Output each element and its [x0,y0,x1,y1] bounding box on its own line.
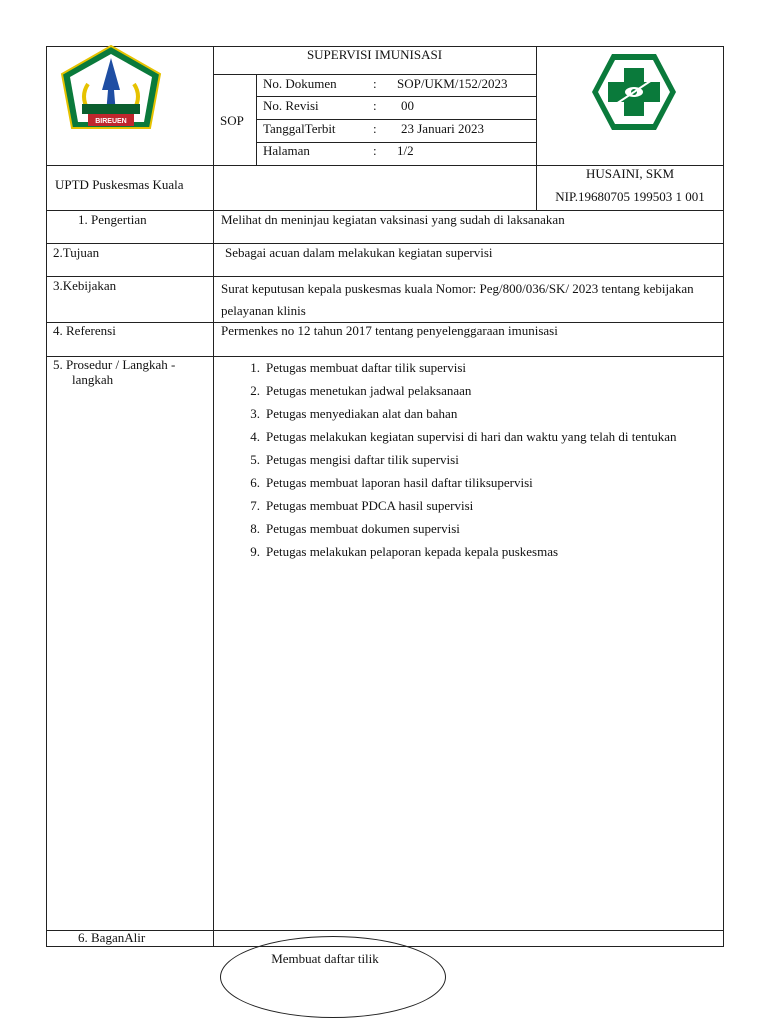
step-text: Petugas mengisi daftar tilik supervisi [266,452,459,467]
step-text: Petugas membuat PDCA hasil supervisi [266,498,474,513]
doc-field-label: TanggalTerbit [263,121,336,136]
list-item [240,517,710,540]
step-number: 2. [250,383,260,398]
list-item [240,471,710,494]
table-border [256,119,536,120]
procedure-steps [240,356,710,563]
svg-text:BIREUEN: BIREUEN [95,118,127,125]
doc-field-label: No. Dokumen [263,76,337,91]
table-border [46,46,47,947]
doc-field-label: Halaman [263,143,310,158]
table-border [46,276,724,277]
step-number: 6. [250,475,260,490]
doc-field-sep: : [373,76,377,91]
section-text-kebijakan: Surat keputusan kepala puskesmas kuala Nomor: Peg/800/036/SK/ 2023 tentang kebijakan pelayanan klinis [221,281,694,318]
section-label-pengertian: 1. Pengertian [78,212,147,227]
step-number: 4. [250,429,260,444]
section-label-kebijakan: 3.Kebijakan [53,278,117,293]
table-border [536,46,537,210]
step-text: Petugas membuat daftar tilik supervisi [266,360,467,375]
table-border [46,210,724,211]
step-number: 3. [250,406,260,421]
list-item [240,448,710,471]
section-text-pengertian: Melihat dn meninjau kegiatan vaksinasi yang sudah di laksanakan [221,212,565,227]
step-text: Petugas membuat laporan hasil daftar tiliksupervisi [266,475,533,490]
puskesmas-cross-logo [590,52,678,132]
step-number: 1. [250,360,260,375]
doc-field-sep: : [373,143,377,158]
doc-field-value: 00 [401,98,414,113]
table-border [213,46,214,947]
document-title: SUPERVISI IMUNISASI [306,47,443,62]
step-text: Petugas melakukan pelaporan kepada kepala puskesmas [266,544,559,559]
list-item [240,425,710,448]
doc-field-value: 23 Januari 2023 [401,121,485,136]
doc-field-sep: : [373,98,377,113]
signer-nip: NIP.19680705 199503 1 001 [555,189,705,204]
step-number: 7. [250,498,260,513]
table-border [213,74,536,75]
doc-field-value: 1/2 [397,143,414,158]
step-number: 9. [250,544,260,559]
list-item [240,540,710,563]
step-text: Petugas menetukan jadwal pelaksanaan [266,383,472,398]
step-number: 5. [250,452,260,467]
section-label-prosedur-cont: langkah [72,372,114,387]
section-text-referensi: Permenkes no 12 tahun 2017 tentang penyelenggaraan imunisasi [221,323,558,338]
list-item [240,494,710,517]
sop-label: SOP [220,113,244,128]
table-border [46,243,724,244]
section-label-referensi: 4. Referensi [53,323,116,338]
step-text: Petugas membuat dokumen supervisi [266,521,460,536]
section-label-tujuan: 2.Tujuan [53,245,100,260]
doc-field-value: SOP/UKM/152/2023 [397,76,508,91]
section-label-prosedur: 5. Prosedur / Langkah - [53,357,176,372]
section-text-tujuan: Sebagai acuan dalam melakukan kegiatan supervisi [225,245,493,260]
list-item [240,356,710,379]
signer-name: HUSAINI, SKM [585,166,675,181]
list-item [240,402,710,425]
step-text: Petugas menyediakan alat dan bahan [266,406,458,421]
step-number: 8. [250,521,260,536]
section-label-bagan-alir: 6. BaganAlir [78,930,146,945]
flowchart-start-node [220,936,446,1018]
table-border [256,96,536,97]
doc-field-sep: : [373,121,377,136]
org-name: UPTD Puskesmas Kuala [55,177,184,192]
step-text: Petugas melakukan kegiatan supervisi di hari dan waktu yang telah di tentukan [266,429,677,444]
doc-field-label: No. Revisi [263,98,319,113]
flowchart-node-label: Membuat daftar tilik [271,951,379,966]
bireuen-regency-logo [58,44,164,132]
table-border [46,930,724,931]
list-item [240,379,710,402]
